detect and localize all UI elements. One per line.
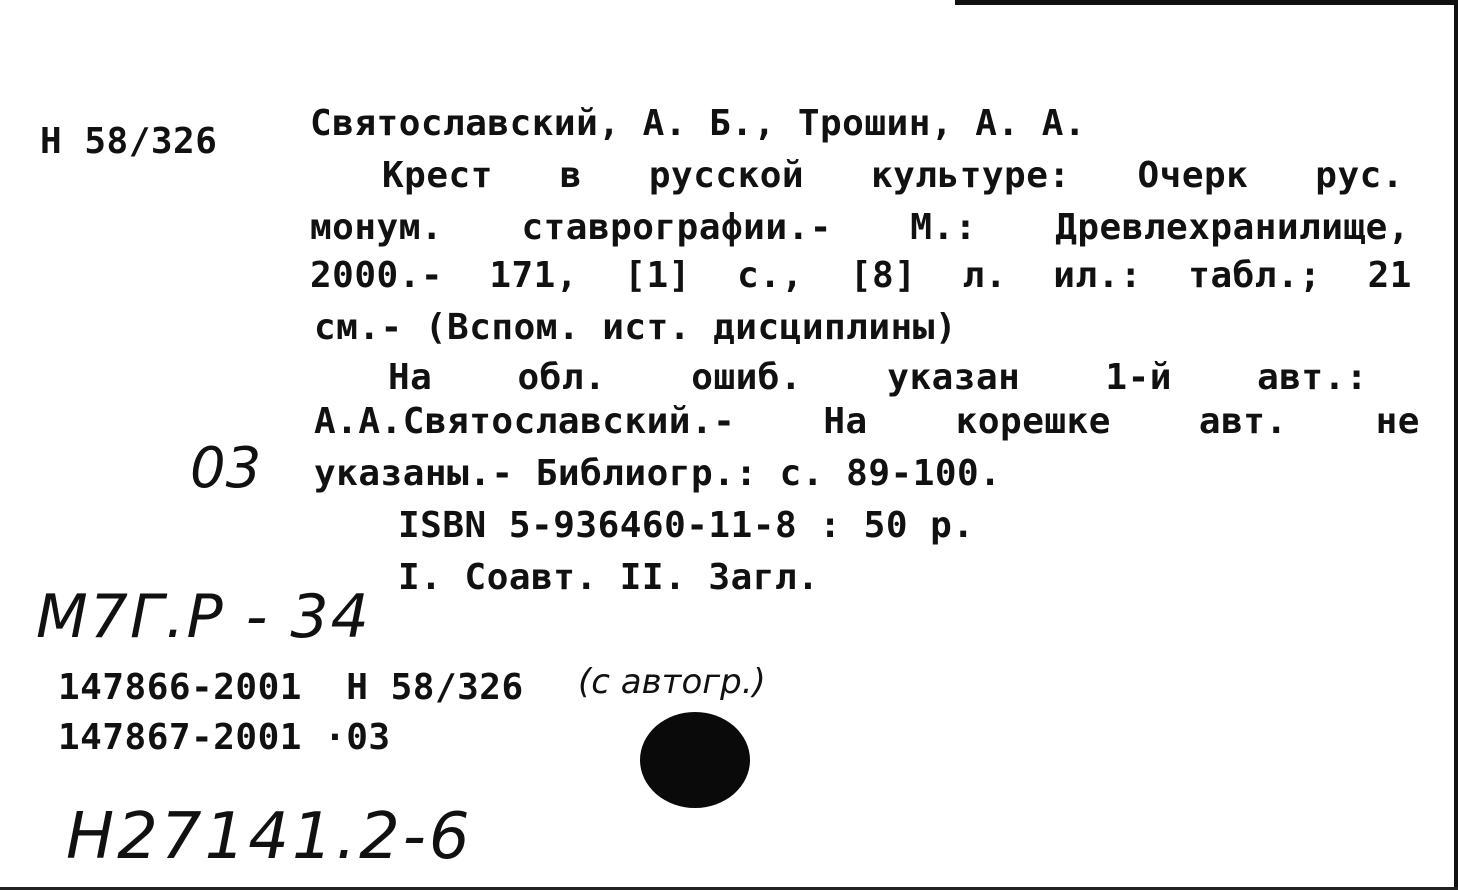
note-line-1: На обл. ошиб. указан 1-й авт.: xyxy=(388,357,1368,398)
series-line: см.- (Вспом. ист. дисциплины) xyxy=(314,307,958,348)
title-line-2: монум. ставрографии.- М.: Древлехранилище, xyxy=(310,207,1410,248)
title-line-1: Крест в русской культуре: Очерк рус. xyxy=(382,155,1404,196)
authors-line: Святославский, А. Б., Трошин, А. А. xyxy=(310,103,1087,144)
inventory-number-1: 147866-2001 Н 58/326 xyxy=(58,667,524,708)
handwritten-shelf-code: М7Г.Р - 34 xyxy=(36,582,371,652)
card-top-border xyxy=(955,0,1458,5)
call-number: Н 58/326 xyxy=(40,121,218,162)
handwritten-inventory-note: (с автогр.) xyxy=(578,662,766,702)
ink-blot xyxy=(640,712,750,808)
handwritten-bottom-code: Н27141.2-6 xyxy=(66,800,473,874)
title-line-3: 2000.- 171, [1] с., [8] л. ил.: табл.; 21 xyxy=(310,255,1412,296)
inventory-number-2: 147867-2001 ·03 xyxy=(58,717,391,758)
handwritten-margin-mark: 03 xyxy=(190,436,262,501)
isbn-line: ISBN 5-936460-11-8 : 50 р. xyxy=(398,505,975,546)
note-line-2: А.А.Святославский.- На корешке авт. не xyxy=(314,401,1420,442)
tracings-line: I. Соавт. II. Загл. xyxy=(398,557,820,598)
note-line-3: указаны.- Библиогр.: с. 89-100. xyxy=(314,453,1002,494)
card-right-border xyxy=(1454,0,1458,890)
